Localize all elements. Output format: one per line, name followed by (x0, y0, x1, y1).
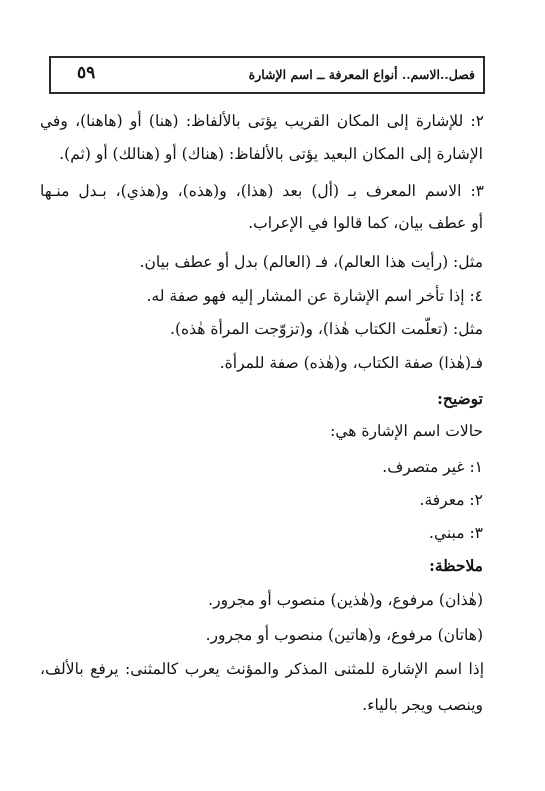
paragraph-line: إذا اسم الإشارة للمثنى المذكر والمؤنث يعرب كالمثنى: يرفع بالألف، (40, 660, 484, 678)
list-item: ٣: مبني. (429, 524, 483, 542)
paragraph-line: أو عطف بيان، كما قالوا في الإعراب. (248, 214, 483, 232)
section-heading-clarification: توضيح: (437, 389, 483, 408)
paragraph-line: الإشارة إلى المكان البعيد يؤتى بالألفاظ: (هناك) أو (هنالك) أو (ثم). (59, 145, 483, 163)
page-header (49, 56, 485, 94)
paragraph-line: فـ(هٰذا) صفة الكتاب، و(هٰذه) صفة للمرأة. (219, 354, 483, 372)
paragraph-line: وينصب ويجر بالياء. (362, 696, 483, 714)
section-heading-note: ملاحظة: (429, 556, 483, 575)
paragraph-line: ٢: للإشارة إلى المكان القريب يؤتى بالألفاظ: (هنا) أو (هاهنا)، وفي (40, 112, 484, 130)
running-title: فصل..الاسم.. أنواع المعرفة ــ اسم الإشارة (248, 67, 475, 82)
paragraph-line: (هٰذان) مرفوع، و(هٰذين) منصوب أو مجرور. (208, 591, 483, 609)
paragraph-line: ٤: إذا تأخر اسم الإشارة عن المشار إليه فهو صفة له. (146, 287, 483, 305)
example-line: مثل: (تعلّمت الكتاب هٰذا)، و(تزوّجت المرأة هٰذه). (170, 320, 483, 338)
paragraph-line: ٣: الاسم المعرف بـ (أل) بعد (هذا)، و(هذه)، و(هذي)، بـدل منـها (40, 182, 484, 200)
page-number: ٥٩ (77, 63, 96, 83)
list-item: ١: غير متصرف. (382, 458, 483, 476)
paragraph-line: (هاتان) مرفوع، و(هاتين) منصوب أو مجرور. (205, 626, 483, 644)
example-line: مثل: (رأيت هذا العالم)، فـ (العالم) بدل أو عطف بيان. (139, 253, 483, 271)
list-item: ٢: معرفة. (419, 491, 483, 509)
paragraph-line: حالات اسم الإشارة هي: (330, 422, 483, 440)
